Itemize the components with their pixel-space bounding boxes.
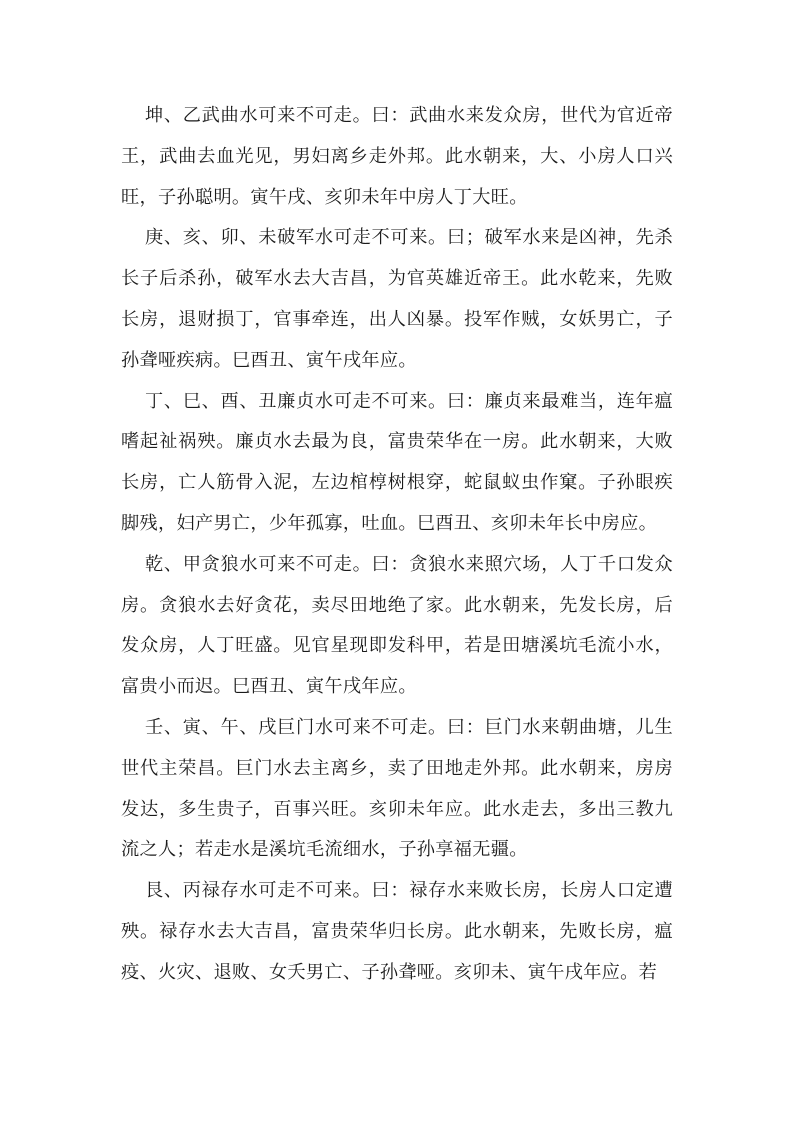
paragraph-qian-tanlang: 乾、甲贪狼水可来不可走。曰：贪狼水来照穴场，人丁千口发众房。贪狼水去好贪花，卖尽田地绝了家。此水朝来，先发长房，后发众房，人丁旺盛。见官星现即发科甲，若是田塘溪坑毛流小水，富贵小而迟。巳酉丑、寅午戌年应。 <box>121 553 673 698</box>
paragraph-gen-lucun: 艮、丙禄存水可走不可来。曰：禄存水来败长房，长房人口定遭殃。禄存水去大吉昌，富贵荣华归长房。此水朝来，先败长房，瘟疫、火灾、退败、女夭男亡、子孙聋哑。亥卯未、寅午戌年应。若 <box>121 880 673 983</box>
paragraph-geng-pojun: 庚、亥、卯、未破军水可走不可来。曰；破军水来是凶神，先杀长子后杀孙，破军水去大吉昌，为官英雄近帝王。此水乾来，先败长房，退财损丁，官事牵连，出人凶暴。投军作贼，女妖男亡，子孙聋哑疾病。巳酉丑、寅午戌年应。 <box>121 227 673 371</box>
paragraph-ding-lianzhen: 丁、巳、酉、丑廉贞水可走不可来。曰：廉贞来最难当，连年瘟嗜起祉祸殃。廉贞水去最为良，富贵荣华在一房。此水朝来，大败长房，亡人筋骨入泥，左边棺椁树根穿，蛇鼠蚁虫作窠。子孙眼疾脚残，妇产男亡，少年孤寡，吐血。巳酉丑、亥卯未年长中房应。 <box>121 390 673 534</box>
paragraph-kun-wuqu: 坤、乙武曲水可来不可走。曰：武曲水来发众房，世代为官近帝王，武曲去血光见，男妇离乡走外邦。此水朝来，大、小房人口兴旺，子孙聪明。寅午戌、亥卯未年中房人丁大旺。 <box>121 105 673 208</box>
paragraph-ren-jumen: 壬、寅、午、戌巨门水可来不可走。曰：巨门水来朝曲塘，儿生世代主荣昌。巨门水去主离乡，卖了田地走外邦。此水朝来，房房发达，多生贵子，百事兴旺。亥卯未年应。此水走去，多出三教九流之人；若走水是溪坑毛流细水，子孙享福无疆。 <box>121 716 673 861</box>
document-page <box>121 96 673 994</box>
